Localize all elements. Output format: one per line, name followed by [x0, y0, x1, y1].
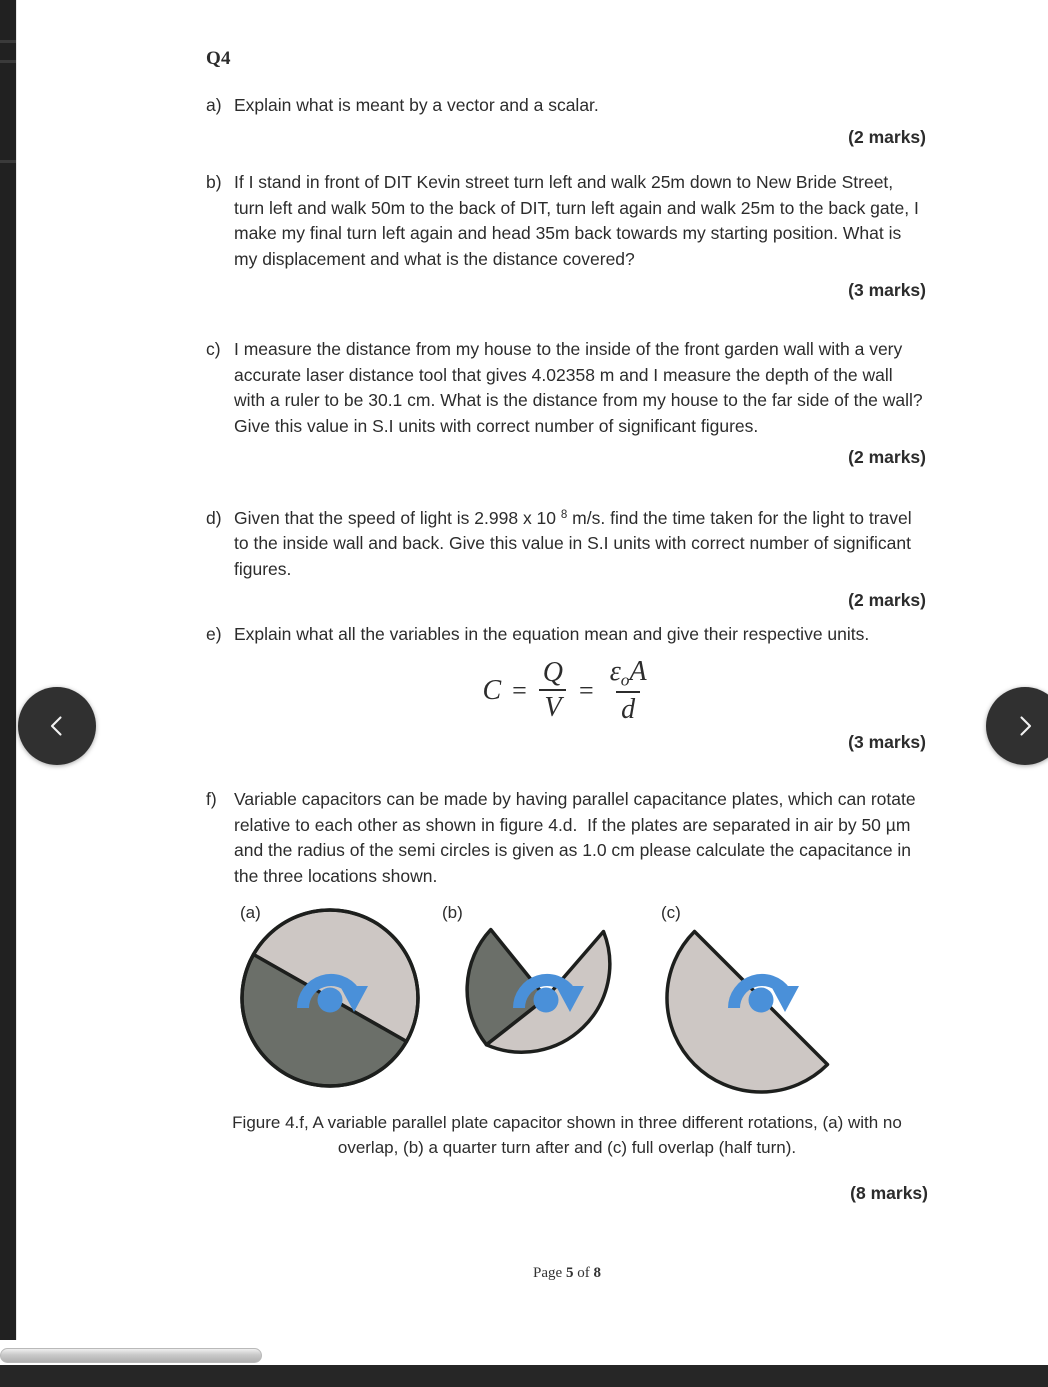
- equation-denominator-v: V: [539, 689, 566, 723]
- capacitor-diagram-no-overlap: [230, 898, 430, 1098]
- edge-rule: [0, 40, 16, 43]
- question-b-body: If I stand in front of DIT Kevin street turn left and walk 25m down to New Bride Street, turn left and walk 50m to the back of DIT, turn left again and walk 25m to the back gate, I make my final turn left again and head 35m back towards my starting position. What is my displacement and what is the distance covered?: [234, 172, 924, 269]
- question-d-body-before: Given that the speed of light is 2.998 x 10: [234, 507, 561, 528]
- footer-prefix: Page: [533, 1265, 566, 1281]
- question-b-text: [206, 170, 928, 272]
- horizontal-scrollbar-thumb[interactable]: [0, 1348, 262, 1363]
- figure-panel-b: [442, 898, 646, 1103]
- question-item-a: [206, 93, 928, 148]
- question-c-label: c): [206, 339, 221, 359]
- figure-panels-row: [206, 898, 928, 1098]
- equation-equals-2: =: [579, 675, 594, 705]
- figure-panel-a: [230, 898, 430, 1103]
- capacitor-diagram-quarter-turn: [446, 898, 646, 1098]
- question-f-text: [206, 787, 928, 889]
- marks-d: (2 marks): [848, 590, 926, 611]
- equation-epsilon: ε: [609, 655, 621, 687]
- marks-b: (3 marks): [848, 280, 926, 300]
- question-item-b: [206, 170, 928, 301]
- question-d-text: [206, 503, 928, 582]
- bottom-chrome-bar: [0, 1365, 1048, 1387]
- question-d-exponent: 8: [560, 509, 568, 521]
- question-d-body-after: m/s. find the time taken for the light to travel to the inside wall and back. Give this value in S.I units with correct number of significant figures.: [234, 507, 917, 579]
- capacitance-equation: [206, 655, 928, 725]
- footer-current-page: 5: [565, 1265, 574, 1281]
- equation-fraction-epsilon: [605, 655, 652, 725]
- chevron-right-icon: [1012, 713, 1038, 739]
- question-e-text: [206, 622, 928, 648]
- edge-rule: [0, 60, 16, 63]
- document-content: [206, 0, 928, 1340]
- equation-numerator-q: Q: [542, 656, 564, 688]
- figure-panel-c-label: (c): [661, 903, 681, 922]
- figure-panel-b-label: (b): [442, 903, 463, 922]
- marks-a: (2 marks): [848, 126, 926, 147]
- equation-lhs: C: [482, 674, 502, 706]
- marks-e: (3 marks): [848, 732, 926, 753]
- footer-total-pages: 8: [593, 1265, 601, 1281]
- marks-f: (8 marks): [850, 1183, 928, 1203]
- equation-denominator-d: d: [616, 691, 640, 725]
- page-sheet: [16, 0, 1048, 1340]
- footer-middle: of: [573, 1265, 594, 1281]
- equation-epsilon-subscript: o: [620, 670, 630, 690]
- equation-fraction-qv: [538, 656, 568, 724]
- left-edge-strip: [0, 0, 16, 1340]
- capacitor-diagram-full-overlap: [661, 898, 861, 1098]
- chevron-left-icon: [44, 713, 70, 739]
- equation-equals-1: =: [512, 675, 527, 705]
- question-item-f: [206, 787, 928, 889]
- figure-panel-a-label: (a): [240, 903, 261, 922]
- question-c-text: [206, 337, 928, 439]
- equation-area: A: [629, 655, 647, 687]
- question-item-d: [206, 503, 928, 611]
- question-d-label: d): [206, 507, 222, 528]
- figure-panel-c: [661, 898, 861, 1103]
- marks-c: (2 marks): [848, 447, 926, 467]
- question-item-e: [206, 622, 928, 753]
- horizontal-scrollbar[interactable]: [0, 1346, 1048, 1365]
- question-f-label: f): [206, 789, 217, 809]
- equation-numerator-epsilon-a: [605, 655, 652, 691]
- figure-4f: [206, 898, 928, 1160]
- figure-caption: Figure 4.f, A variable parallel plate capacitor shown in three different rotations, (a) with no overlap, (b) a quarter turn after and (c) full overlap (half turn).: [232, 1113, 902, 1157]
- question-a-text: [206, 93, 928, 119]
- question-a-body: Explain what is meant by a vector and a scalar.: [234, 95, 599, 115]
- page-title: Q4: [206, 48, 231, 69]
- question-item-c: [206, 337, 928, 468]
- page-footer: [206, 1265, 928, 1282]
- question-e-label: e): [206, 624, 222, 644]
- question-b-label: b): [206, 172, 222, 192]
- edge-rule: [0, 160, 16, 163]
- question-e-body: Explain what all the variables in the equation mean and give their respective units.: [234, 624, 870, 644]
- question-a-label: a): [206, 95, 222, 115]
- previous-page-button[interactable]: [18, 687, 96, 765]
- question-f-body: Variable capacitors can be made by having parallel capacitance plates, which can rotate relative to each other as shown in figure 4.d. If the plates are separated in air by 50 µm and the radius of the semi circles is given as 1.0 cm please calculate the capacitance in the three locations shown.: [234, 789, 921, 886]
- question-c-body: I measure the distance from my house to the inside of the front garden wall with a very accurate laser distance tool that gives 4.02358 m and I measure the depth of the wall with a ruler to be 30.1 cm. What is the distance from my house to the far side of the wall? Give this value in S.I units with correct number of significant figures.: [234, 339, 928, 436]
